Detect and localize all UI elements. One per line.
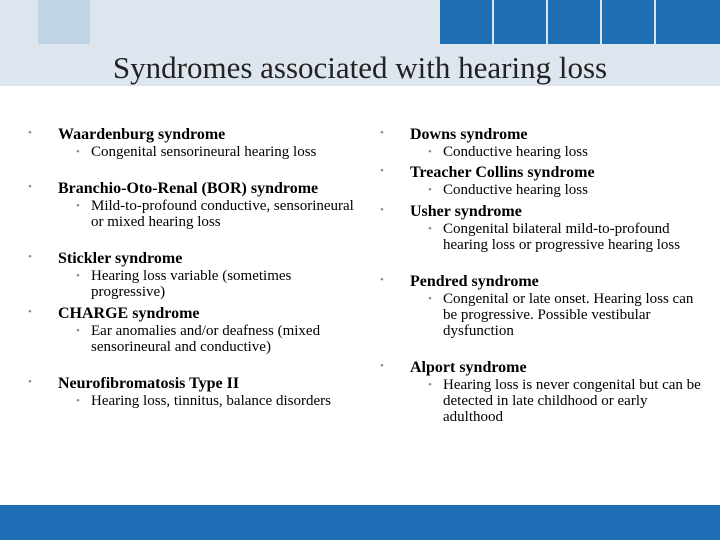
syndrome-name: Treacher Collins syndrome — [410, 164, 595, 181]
syndrome-detail — [28, 393, 363, 409]
sub-bullet-icon: • — [428, 379, 432, 391]
list-item — [380, 203, 705, 271]
detail-text: Congenital sensorineural hearing loss — [91, 144, 317, 160]
syndrome-name: Downs syndrome — [410, 126, 528, 143]
syndrome-detail — [380, 221, 705, 253]
header-tile — [494, 0, 546, 44]
syndrome-detail — [380, 291, 705, 339]
sub-bullet-icon: • — [76, 325, 80, 337]
detail-text: Hearing loss is never congenital but can be detected in late childhood or early adulthood — [443, 377, 701, 425]
syndrome-name: Usher syndrome — [410, 203, 522, 220]
detail-text: Hearing loss, tinnitus, balance disorders — [91, 393, 331, 409]
right-column — [380, 126, 705, 425]
sub-bullet-icon: • — [76, 200, 80, 212]
syndrome-detail — [28, 144, 363, 160]
bullet-icon: • — [380, 360, 384, 372]
detail-text: Mild-to-profound conductive, sensorineural or mixed hearing loss — [91, 198, 354, 230]
header-tile — [656, 0, 720, 44]
detail-text: Hearing loss variable (sometimes progressive) — [91, 268, 292, 300]
syndrome-detail — [28, 268, 363, 300]
bullet-icon: • — [380, 204, 384, 216]
sub-bullet-icon: • — [428, 223, 432, 235]
bullet-icon: • — [28, 127, 32, 139]
bullet-icon: • — [380, 127, 384, 139]
syndrome-detail — [28, 198, 363, 230]
header-tile — [548, 0, 600, 44]
syndrome-name: Branchio-Oto-Renal (BOR) syndrome — [58, 180, 319, 197]
list-item — [380, 273, 705, 357]
slide-title: Syndromes associated with hearing loss — [112, 50, 608, 85]
syndrome-detail — [380, 377, 705, 425]
detail-text: Congenital bilateral mild-to-profound hearing loss or progressive hearing loss — [443, 221, 681, 253]
syndrome-detail — [28, 323, 363, 355]
list-item — [28, 305, 363, 373]
bullet-icon: • — [28, 306, 32, 318]
sub-bullet-icon: • — [76, 146, 80, 158]
list-item — [28, 126, 363, 178]
syndrome-name: Pendred syndrome — [410, 273, 539, 290]
list-item — [28, 250, 363, 303]
header-tile — [602, 0, 654, 44]
sub-bullet-icon: • — [76, 270, 80, 282]
bullet-icon: • — [380, 274, 384, 286]
bullet-icon: • — [28, 181, 32, 193]
syndrome-detail — [380, 144, 705, 160]
bullet-icon: • — [28, 251, 32, 263]
syndrome-name: CHARGE syndrome — [58, 305, 200, 322]
syndrome-name: Stickler syndrome — [58, 250, 183, 267]
sub-bullet-icon: • — [428, 184, 432, 196]
list-item — [380, 164, 705, 201]
syndrome-name: Neurofibromatosis Type II — [58, 375, 240, 392]
sub-bullet-icon: • — [428, 146, 432, 158]
detail-text: Congenital or late onset. Hearing loss can be progressive. Possible vestibular dysfunction — [443, 291, 694, 339]
footer-band — [0, 505, 720, 540]
sub-bullet-icon: • — [76, 395, 80, 407]
detail-text: Ear anomalies and/or deafness (mixed sensorineural and conductive) — [91, 323, 321, 355]
left-column — [28, 126, 363, 409]
header-tile — [38, 0, 90, 44]
syndrome-detail — [380, 182, 705, 198]
syndrome-name: Alport syndrome — [410, 359, 527, 376]
header-tile — [440, 0, 492, 44]
list-item — [380, 126, 705, 162]
list-item — [380, 359, 705, 425]
list-item — [28, 375, 363, 409]
detail-text: Conductive hearing loss — [443, 182, 588, 198]
bullet-icon: • — [380, 165, 384, 177]
sub-bullet-icon: • — [428, 293, 432, 305]
list-item — [28, 180, 363, 248]
bullet-icon: • — [28, 376, 32, 388]
syndrome-name: Waardenburg syndrome — [58, 126, 226, 143]
detail-text: Conductive hearing loss — [443, 144, 588, 160]
